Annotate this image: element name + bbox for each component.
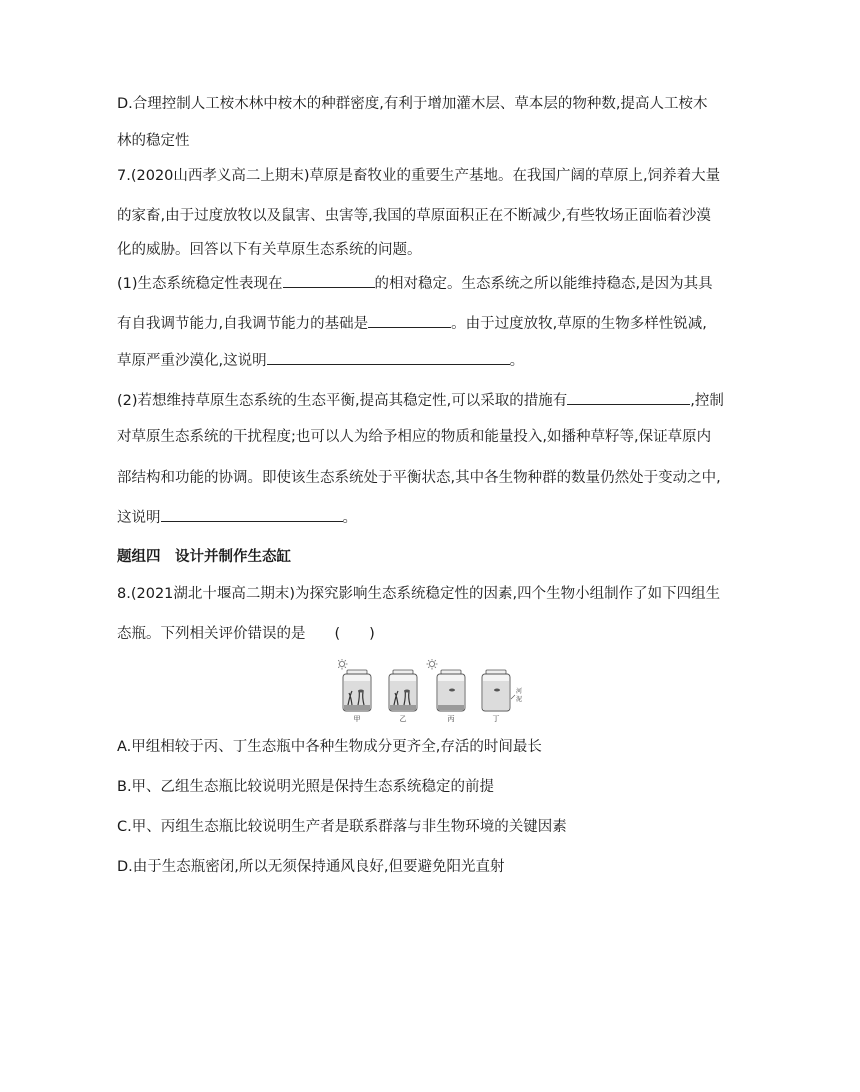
q8-stem-line1: 8.(2021湖北十堰高二期末)为探究影响生态系统稳定性的因素,四个生物小组制作了如下四组生 bbox=[117, 586, 721, 602]
q7-part1-line1 bbox=[117, 273, 713, 294]
bottle-label-yi: 乙 bbox=[399, 715, 407, 723]
q7-part1-line2 bbox=[117, 313, 707, 334]
q6-option-d-line1: D.合理控制人工桉木林中桉木的种群密度,有利于增加灌木层、草本层的物种数,提高人工桉木 bbox=[117, 96, 708, 112]
ecosystem-bottles-figure bbox=[338, 659, 528, 725]
q7-part2-text-b: ,控制 bbox=[690, 393, 724, 409]
q8-option-d[interactable]: D.由于生态瓶密闭,所以无须保持通风良好,但要避免阳光直射 bbox=[117, 859, 505, 875]
q7-part2-line3: 部结构和功能的协调。即使该生态系统处于平衡状态,其中各生物种群的数量仍然处于变动之中, bbox=[117, 470, 721, 486]
answer-blank-1[interactable] bbox=[283, 273, 375, 288]
q7-part2-text-a: (2)若想维持草原生态系统的生态平衡,提高其稳定性,可以采取的措施有 bbox=[117, 393, 568, 409]
q8-option-c[interactable]: C.甲、丙组生态瓶比较说明生产者是联系群落与非生物环境的关键因素 bbox=[117, 819, 567, 835]
q6-option-d-line2: 林的稳定性 bbox=[117, 133, 190, 149]
q7-part1-text-c: 有自我调节能力,自我调节能力的基础是 bbox=[117, 316, 369, 332]
mud-label-char-1: 河 bbox=[516, 688, 523, 695]
q8-stem-line2: 态瓶。下列相关评价错误的是 ( ) bbox=[117, 626, 375, 642]
q8-option-a[interactable]: A.甲组相较于丙、丁生态瓶中各种生物成分更齐全,存活的时间最长 bbox=[117, 739, 542, 755]
q7-part2-line2: 对草原生态系统的干扰程度;也可以人为给予相应的物质和能量投入,如播种草籽等,保证草原内 bbox=[117, 429, 712, 445]
bottle-label-jia: 甲 bbox=[353, 715, 361, 723]
q8-option-b[interactable]: B.甲、乙组生态瓶比较说明光照是保持生态系统稳定的前提 bbox=[117, 779, 495, 795]
q7-stem-line2: 的家畜,由于过度放牧以及鼠害、虫害等,我国的草原面积正在不断减少,有些牧场正面临着沙漠 bbox=[117, 208, 711, 224]
q7-part1-text-b: 的相对稳定。生态系统之所以能维持稳态,是因为其具 bbox=[374, 276, 713, 292]
q7-stem-line1: 7.(2020山西孝义高二上期末)草原是畜牧业的重要生产基地。在我国广阔的草原上,饲养着大量 bbox=[117, 168, 721, 184]
q7-part2-line4 bbox=[117, 507, 357, 528]
section-title: 题组四 设计并制作生态缸 bbox=[117, 549, 291, 565]
q7-part2-text-e: 这说明 bbox=[117, 510, 161, 526]
answer-blank-2[interactable] bbox=[368, 313, 451, 328]
q7-part1-text-a: (1)生态系统稳定性表现在 bbox=[117, 276, 283, 292]
bottle-bing bbox=[437, 670, 465, 711]
bottle-jia bbox=[343, 670, 371, 711]
q7-part1-text-d: 。由于过度放牧,草原的生物多样性锐减, bbox=[451, 316, 707, 332]
sun-icon bbox=[427, 659, 438, 670]
q7-part1-text-e: 草原严重沙漠化,这说明 bbox=[117, 353, 267, 369]
bottle-label-bing: 丙 bbox=[447, 715, 455, 723]
q7-stem-line3: 化的威胁。回答以下有关草原生态系统的问题。 bbox=[117, 242, 422, 258]
answer-blank-3[interactable] bbox=[267, 350, 510, 365]
bottle-yi bbox=[389, 670, 417, 711]
bottle-ding bbox=[482, 670, 510, 711]
answer-blank-4[interactable] bbox=[567, 390, 690, 405]
q7-part2-line1 bbox=[117, 390, 724, 411]
mud-label-char-2: 泥 bbox=[516, 696, 523, 703]
answer-blank-5[interactable] bbox=[161, 507, 343, 522]
q7-part2-text-f: 。 bbox=[342, 510, 357, 526]
sun-icon bbox=[338, 659, 348, 670]
q7-part1-text-f: 。 bbox=[509, 353, 525, 369]
bottle-label-ding: 丁 bbox=[492, 715, 500, 723]
q7-part1-line3 bbox=[117, 350, 524, 371]
